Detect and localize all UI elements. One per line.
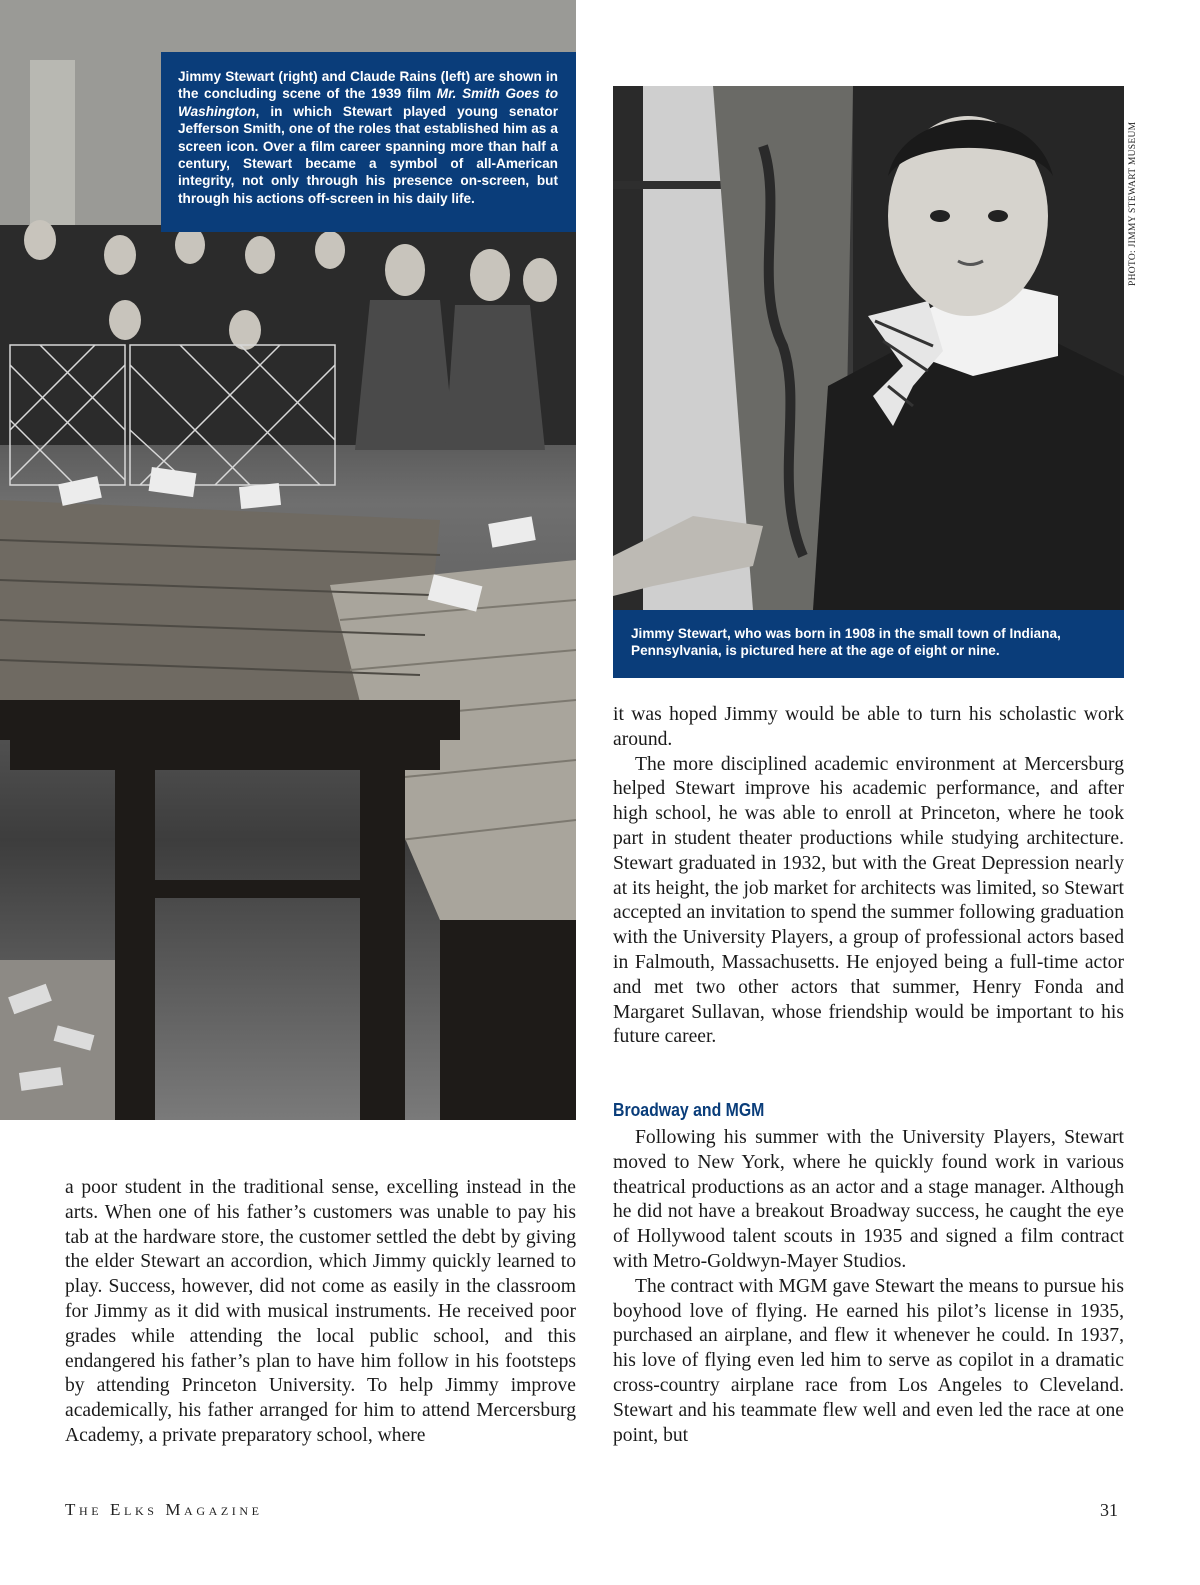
photo-caption-film-scene: [161, 52, 576, 232]
jacket: [813, 336, 1124, 610]
page-number: 31: [1100, 1500, 1118, 1520]
childhood-portrait-illustration: [613, 86, 1124, 610]
photo-credit: PHOTO: JIMMY STEWART MUSEUM: [1128, 121, 1138, 286]
photo-caption-portrait: Jimmy Stewart, who was born in 1908 in the small town of Indiana, Pennsylvania, is pictured here at the age of eight or nine.: [613, 610, 1124, 678]
paragraph: Following his summer with the University Players, Stewart moved to New York, where he quickly found work in various theatrical productions as an actor and a stage manager. Although he did not have a breakout Broadway success, he caught the eye of Hollywood talent scouts in 1935 and signed a film contract with Metro-Goldwyn-Mayer Studios.: [613, 1127, 1124, 1272]
right-text-column-bottom: [613, 1126, 1124, 1448]
caption-text-continued: , in which Stewart played young senator Jefferson Smith, one of the roles that established him as a screen icon. Over a film career spanning more than half a century, Stewart became a symbol of all-American integrity, not only through his presence on-screen, but through his actions off-screen in his daily life.: [178, 103, 558, 206]
paragraph: The contract with MGM gave Stewart the means to pursue his boyhood love of flying. He earned his pilot’s license in 1935, purchased an airplane, and flew it whenever he could. In 1937, his love of flying even led him to serve as copilot in a dramatic cross-country airplane race from Los Angeles to Cleveland. Stewart and his teammate flew well and even led the race at one point, but: [613, 1275, 1124, 1446]
right-text-column-top: [613, 703, 1124, 1050]
paragraph: a poor student in the traditional sense, excelling instead in the arts. When one of his father’s customers was unable to pay his tab at the hardware store, the customer settled the debt by giving the elder Stewart an accordion, which Jimmy quickly learned to play. Success, however, did not come as easily in the classroom for Jimmy as it did with musical instruments. He received poor grades while attending the local public school, and this endangered his father’s plan to have him follow in his footsteps by attending Princeton University. To help Jimmy improve academically, his father arranged for him to attend Mercersburg Academy, a private preparatory school, where: [65, 1177, 576, 1446]
film-title: Mr. Smith Goes to Washington: [178, 86, 559, 119]
magazine-title: The Elks Magazine: [65, 1500, 263, 1519]
wicker-baskets: [0, 467, 576, 930]
right-eye: [988, 210, 1008, 222]
left-eye: [930, 210, 950, 222]
paragraph: it was hoped Jimmy would be able to turn his scholastic work around.: [613, 704, 1124, 750]
section-heading: Broadway and MGM: [613, 1100, 765, 1120]
childhood-portrait-photo: [613, 86, 1124, 610]
caption-text: Jimmy Stewart (right) and Claude Rains (left) are shown in the concluding scene of the 1939 film: [178, 69, 558, 102]
paragraph: The more disciplined academic environment at Mercersburg helped Stewart improve his academic performance, and after high school, he was able to enroll at Princeton, where he took part in student theater productions while studying architecture. Stewart graduated in 1932, but with the Great Depression nearly at its height, the job market for architects was limited, so Stewart accepted an invitation to spend the summer following graduation with the University Players, a group of professional actors based in Falmouth, Massachusetts. He enjoyed being a full-time actor and met two other actors that summer, Henry Fonda and Margaret Sullavan, whose friendship would be important to his future career.: [613, 753, 1124, 1048]
left-text-column: [65, 1176, 576, 1449]
